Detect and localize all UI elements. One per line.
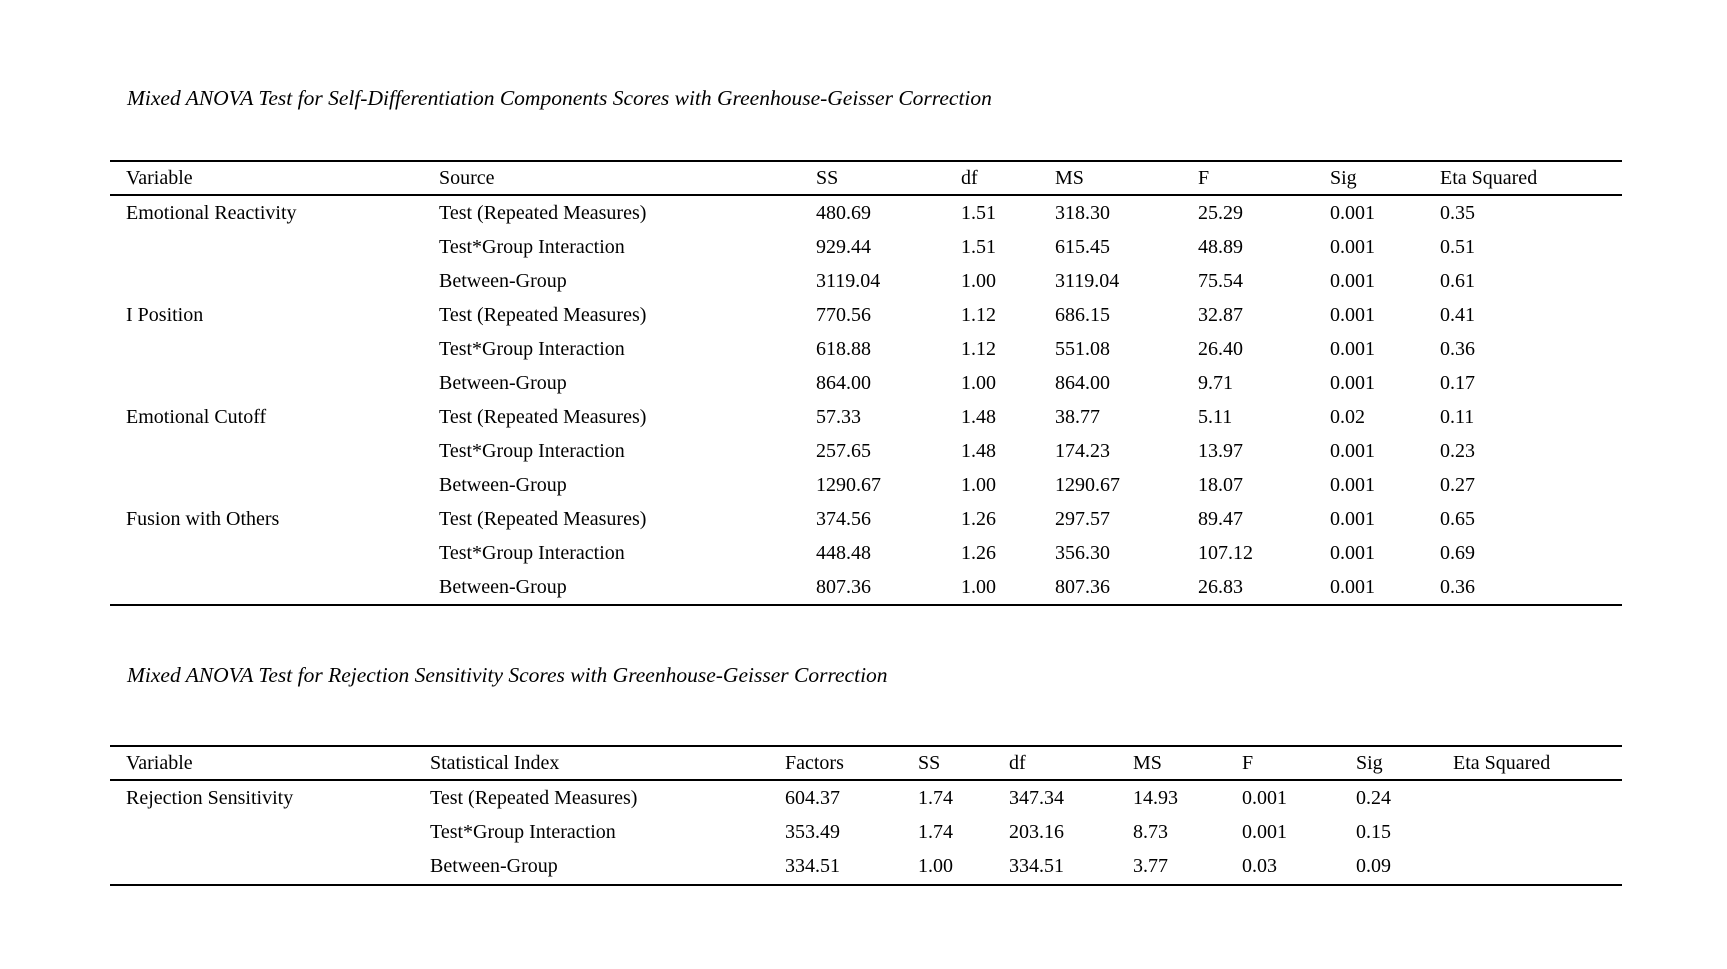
table-cell: 0.15 [1356,820,1391,843]
table-cell: 807.36 [1055,575,1110,598]
table-cell: 0.35 [1440,201,1475,224]
table-row [110,230,1622,264]
table-cell [110,570,439,605]
table-row [110,434,1622,468]
table-cell: 0.001 [1242,820,1287,843]
column-header: df [1009,751,1026,774]
table-cell: 257.65 [816,439,871,462]
column-header: F [1242,751,1254,774]
table-cell: Test*Group Interaction [439,235,625,258]
table-cell: 1.74 [918,820,953,843]
table-cell: 0.41 [1440,303,1475,326]
table-cell: 174.23 [1055,439,1110,462]
table-cell: 1290.67 [1055,473,1120,496]
table-cell: 1.12 [961,337,996,360]
table1-body [110,195,1622,605]
table-cell: 615.45 [1055,235,1110,258]
table-cell: 26.83 [1198,575,1243,598]
table-cell: 347.34 [1009,786,1064,809]
table-cell: 3119.04 [1055,269,1120,292]
table-cell: 551.08 [1055,337,1110,360]
column-header: Source [439,166,495,189]
table-cell [1453,780,1622,815]
table-cell: 75.54 [1198,269,1243,292]
table-cell [110,468,439,502]
table-cell: 0.27 [1440,473,1475,496]
table-cell: 0.36 [1440,337,1475,360]
table-cell: Emotional Cutoff [126,405,267,428]
table-row [110,195,1622,230]
table-cell: 0.36 [1440,575,1475,598]
table-cell: 1.00 [961,269,996,292]
table-cell: 0.51 [1440,235,1475,258]
table-cell [1453,815,1622,849]
table-cell: 1.00 [961,371,996,394]
table-cell: 1.00 [961,575,996,598]
column-header: MS [1055,166,1084,189]
table-cell: Test (Repeated Measures) [439,303,647,326]
table-cell: Between-Group [439,371,567,394]
table-row [110,332,1622,366]
table-cell: 0.17 [1440,371,1475,394]
table-cell: 297.57 [1055,507,1110,530]
table-cell: 3.77 [1133,855,1168,878]
table-cell: 318.30 [1055,201,1110,224]
table-cell: 686.15 [1055,303,1110,326]
table2-header [110,746,1622,780]
table-cell: 0.02 [1330,405,1365,428]
table-cell: 18.07 [1198,473,1243,496]
table-cell: 14.93 [1133,786,1178,809]
table-row [110,570,1622,605]
table-cell: 0.001 [1330,371,1375,394]
table-cell [1453,850,1622,885]
column-header: Sig [1330,166,1357,189]
table-cell: Test*Group Interaction [430,820,616,843]
table-cell: 1.12 [961,303,996,326]
table-cell: 1.00 [918,855,953,878]
table-cell [110,230,439,264]
table-cell: I Position [126,303,204,326]
table-cell: 770.56 [816,303,871,326]
table1-header [110,161,1622,195]
table-row [110,298,1622,332]
table-cell: 374.56 [816,507,871,530]
table-cell: 448.48 [816,541,871,564]
table-cell: 807.36 [816,575,871,598]
column-header: SS [816,166,839,189]
column-header: F [1198,166,1210,189]
table-cell: Test (Repeated Measures) [439,201,647,224]
table1-title: Mixed ANOVA Test for Self-Differentiation Components Scores with Greenhouse-Geisser Correction [127,86,992,110]
table-cell: Rejection Sensitivity [126,786,294,809]
table2-body [110,780,1622,885]
table-cell: 334.51 [1009,855,1064,878]
table-cell: 929.44 [816,235,871,258]
table-cell: 89.47 [1198,507,1243,530]
table-cell [110,366,439,400]
table-cell: 1.00 [961,473,996,496]
table-cell: 13.97 [1198,439,1243,462]
table-cell: 5.11 [1198,405,1233,428]
table-row [110,780,1622,815]
table-cell: 0.24 [1356,786,1391,809]
table-row [110,400,1622,434]
table-cell [110,434,439,468]
table-cell: 0.03 [1242,855,1277,878]
header-row [110,161,1622,195]
table-cell: 1.26 [961,541,996,564]
table-cell: 356.30 [1055,541,1110,564]
table-cell: 1.48 [961,405,996,428]
column-header: Eta Squared [1440,166,1538,189]
table-cell: 1.74 [918,786,953,809]
table-cell: Between-Group [439,269,567,292]
table-cell: 1.51 [961,235,996,258]
table-cell: Test (Repeated Measures) [439,405,647,428]
table-cell: Emotional Reactivity [126,201,297,224]
table-cell: 0.001 [1330,337,1375,360]
table-cell [110,536,439,570]
column-header: SS [918,751,941,774]
header-row [110,746,1622,780]
table-cell: 0.65 [1440,507,1475,530]
table-cell: 57.33 [816,405,861,428]
table-cell: 0.69 [1440,541,1475,564]
table-cell: Test (Repeated Measures) [439,507,647,530]
table-cell: 864.00 [1055,371,1110,394]
table-cell: 203.16 [1009,820,1064,843]
table-cell: 8.73 [1133,820,1168,843]
table-row [110,468,1622,502]
table-cell: 48.89 [1198,235,1243,258]
table-cell: Test (Repeated Measures) [430,786,638,809]
column-header: Sig [1356,751,1383,774]
table-row [110,502,1622,536]
table-cell: 0.09 [1356,855,1391,878]
table-cell: 0.23 [1440,439,1475,462]
column-header: MS [1133,751,1162,774]
table-cell: 604.37 [785,786,840,809]
table-cell: 334.51 [785,855,840,878]
table-cell: 618.88 [816,337,871,360]
table-cell [110,264,439,298]
table-cell: 26.40 [1198,337,1243,360]
table-cell: Between-Group [439,473,567,496]
table-cell: 0.001 [1330,473,1375,496]
table-cell: 32.87 [1198,303,1243,326]
table-cell: 0.001 [1330,201,1375,224]
table-cell: 0.001 [1330,541,1375,564]
table-cell: 0.001 [1330,303,1375,326]
table-cell: Between-Group [430,855,558,878]
table-cell: Test*Group Interaction [439,541,625,564]
table-cell: 0.001 [1330,575,1375,598]
column-header: df [961,166,978,189]
table-cell: Fusion with Others [126,507,280,530]
table-cell [110,850,430,885]
table-row [110,850,1622,885]
table-cell: 9.71 [1198,371,1233,394]
column-header: Statistical Index [430,751,560,774]
table-cell: 1.51 [961,201,996,224]
table-cell: 1.48 [961,439,996,462]
table-cell: 0.61 [1440,269,1475,292]
table-cell: 107.12 [1198,541,1253,564]
table-cell [110,815,430,849]
column-header: Variable [126,166,193,189]
table-cell: 0.001 [1330,235,1375,258]
table-row [110,536,1622,570]
table-cell: 0.001 [1330,439,1375,462]
anova-table-self-differentiation [110,160,1622,606]
table-cell: 353.49 [785,820,840,843]
table-cell: 0.001 [1242,786,1287,809]
table-row [110,366,1622,400]
anova-table-rejection-sensitivity [110,745,1622,886]
column-header: Variable [126,751,193,774]
table-row [110,264,1622,298]
table-cell: 3119.04 [816,269,881,292]
table-cell: 480.69 [816,201,871,224]
table-cell: 25.29 [1198,201,1243,224]
table2-title: Mixed ANOVA Test for Rejection Sensitivity Scores with Greenhouse-Geisser Correction [127,663,888,687]
table-cell: Test*Group Interaction [439,439,625,462]
table-cell: 0.11 [1440,405,1475,428]
table-cell: 0.001 [1330,507,1375,530]
table-cell: 38.77 [1055,405,1100,428]
table-cell: Between-Group [439,575,567,598]
table-cell: Test*Group Interaction [439,337,625,360]
table-cell: 0.001 [1330,269,1375,292]
table-row [110,815,1622,849]
column-header: Factors [785,751,844,774]
table-cell: 1290.67 [816,473,881,496]
table-cell: 1.26 [961,507,996,530]
table-cell [110,332,439,366]
table-cell: 864.00 [816,371,871,394]
column-header: Eta Squared [1453,751,1551,774]
